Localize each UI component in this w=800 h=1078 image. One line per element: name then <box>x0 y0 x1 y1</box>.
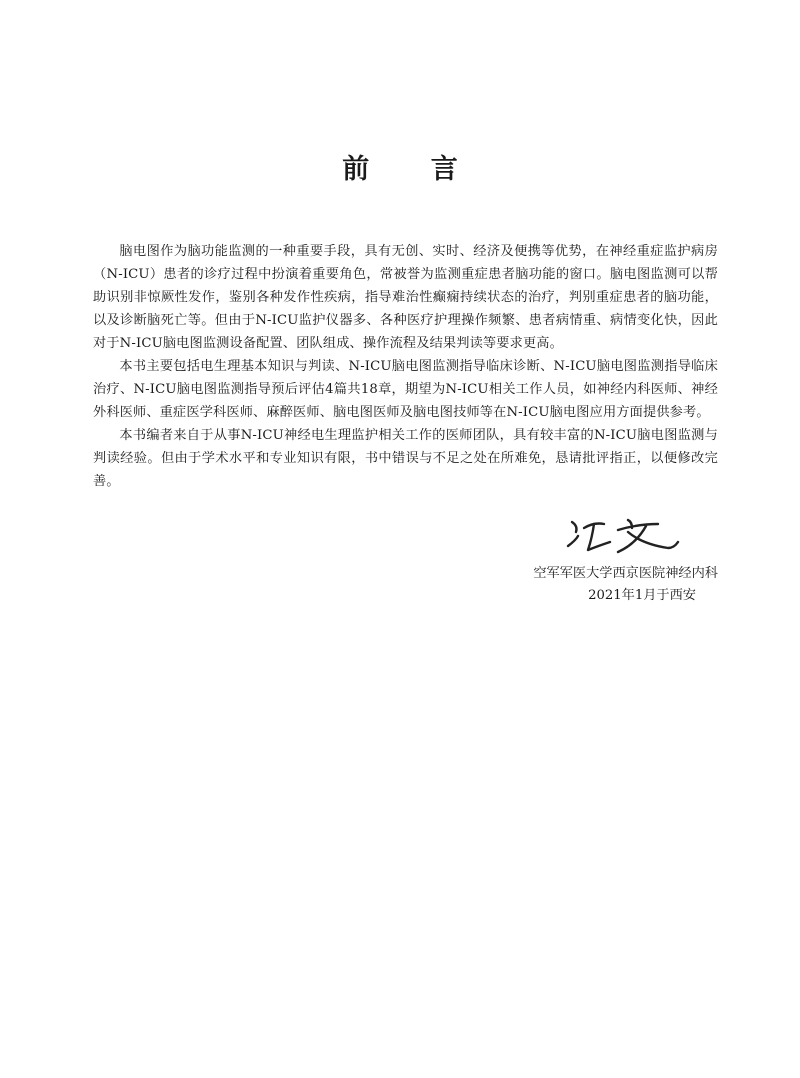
preface-body <box>93 240 718 493</box>
signature-date: 2021年1月于西安 <box>588 588 696 603</box>
signature-affiliation: 空军军医大学西京医院神经内科 <box>533 566 718 581</box>
handwritten-signature <box>558 512 688 562</box>
page-title: 前 言 <box>342 154 484 185</box>
paragraph-1: 脑电图作为脑功能监测的一种重要手段，具有无创、实时、经济及便携等优势，在神经重症监护病房（N-ICU）患者的诊疗过程中扮演着重要角色，常被誉为监测重症患者脑功能的窗口。脑电图监测可以帮助识别非惊厥性发作，鉴别各种发作性疾病，指导难治性癫痫持续状态的治疗，判别重症患者的脑功能，以及诊断脑死亡等。但由于N-ICU监护仪器多、各种医疗护理操作频繁、患者病情重、病情变化快，因此对于N-ICU脑电图监测设备配置、团队组成、操作流程及结果判读等要求更高。 <box>93 244 718 351</box>
paragraph-2: 本书主要包括电生理基本知识与判读、N-ICU脑电图监测指导临床诊断、N-ICU脑电图监测指导临床治疗、N-ICU脑电图监测指导预后评估4篇共18章，期望为N-ICU相关工作人员，如神经内科医师、神经外科医师、重症医学科医师、麻醉医师、脑电图医师及脑电图技师等在N-ICU脑电图应用方面提供参考。 <box>93 359 718 420</box>
paragraph-3: 本书编者来自于从事N-ICU神经电生理监护相关工作的医师团队，具有较丰富的N-ICU脑电图监测与判读经验。但由于学术水平和专业知识有限，书中错误与不足之处在所难免，恳请批评指正，以便修改完善。 <box>93 428 718 489</box>
signature-block <box>470 563 718 607</box>
